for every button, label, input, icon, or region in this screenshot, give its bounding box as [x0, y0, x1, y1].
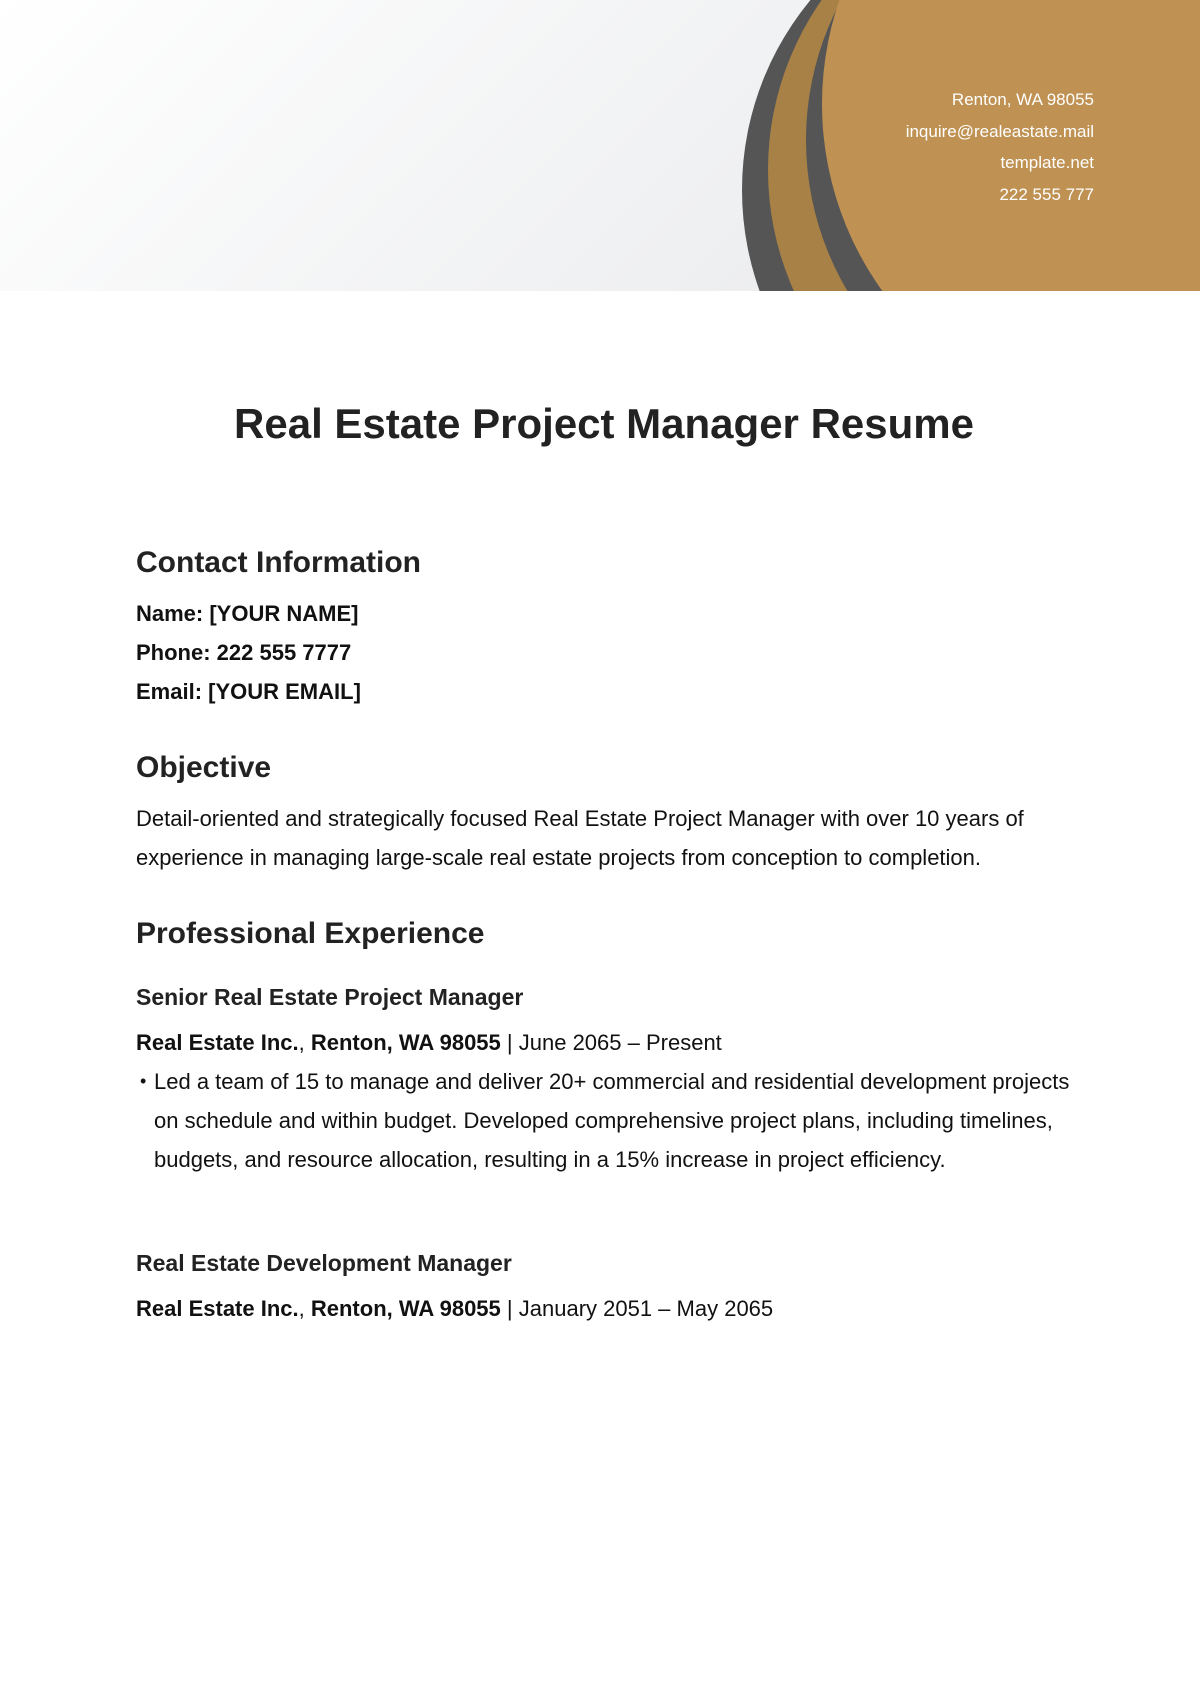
header-address: Renton, WA 98055 [951, 90, 1094, 109]
header-contact-block [906, 84, 1094, 210]
resume-body [136, 540, 1076, 1328]
job-title: Real Estate Development Manager [136, 1250, 512, 1276]
job-separator: | [506, 1296, 513, 1321]
job-entry [136, 979, 1076, 1179]
objective-text: Detail-oriented and strategically focused Real Estate Project Manager with over 10 years of experience in managing large-scale real estate projects from conception to completion. [136, 806, 1024, 870]
contact-phone: Phone: 222 555 7777 [136, 640, 352, 665]
contact-section [136, 540, 1076, 711]
job-bullet: • Led a team of 15 to manage and deliver 20+ commercial and residential development projects on schedule and within budget. Developed comprehensive project plans, including timelines, budgets, and resource allocation, resulting in a 15% increase in project efficiency. [154, 1062, 1076, 1179]
job-dates: January 2051 – May 2065 [518, 1296, 774, 1321]
job-location: Renton, WA 98055 [310, 1030, 501, 1055]
job-bullets [136, 1062, 1076, 1179]
document-title: Real Estate Project Manager Resume [234, 400, 974, 447]
header-email[interactable]: inquire@realeastate.mail [905, 121, 1094, 141]
contact-heading: Contact Information [136, 546, 421, 579]
experience-section [136, 911, 1076, 1328]
job-meta: Real Estate Inc., Renton, WA 98055 | June 2065 – Present [136, 1030, 722, 1055]
header-banner [0, 0, 1200, 291]
job-separator: | [506, 1030, 513, 1055]
contact-name: Name: [YOUR NAME] [136, 601, 359, 626]
job-dates: June 2065 – Present [518, 1030, 722, 1055]
objective-heading: Objective [136, 751, 272, 784]
job-title: Senior Real Estate Project Manager [136, 984, 524, 1010]
job-company: Real Estate Inc. [136, 1030, 299, 1055]
header-website[interactable]: template.net [1000, 153, 1094, 172]
experience-heading: Professional Experience [136, 917, 485, 950]
job-location: Renton, WA 98055 [310, 1296, 501, 1321]
header-phone: 222 555 777 [999, 184, 1094, 204]
job-entry [136, 1245, 1076, 1328]
job-meta: Real Estate Inc., Renton, WA 98055 | January 2051 – May 2065 [136, 1296, 774, 1321]
objective-section [136, 745, 1076, 877]
contact-email: Email: [YOUR EMAIL] [136, 679, 361, 704]
job-company: Real Estate Inc. [136, 1296, 299, 1321]
